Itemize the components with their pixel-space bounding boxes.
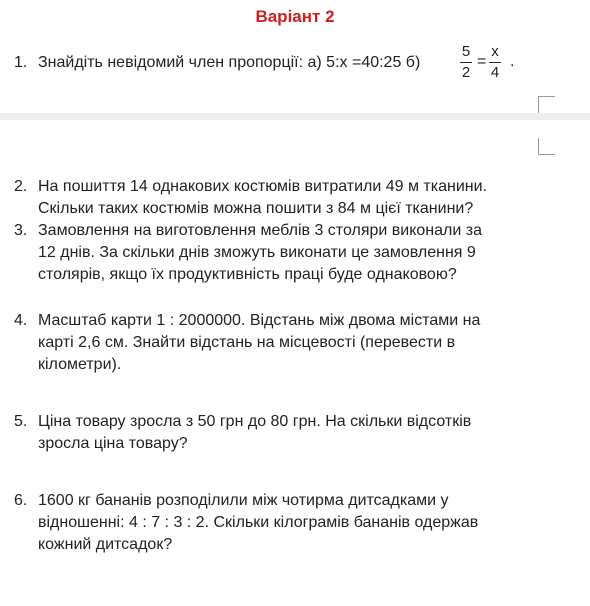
equals-sign: = [477,53,487,70]
task-number: 3. [14,222,28,239]
task-line: 1600 кг бананів розподілили між чотирма дитсадками у [38,492,449,509]
task-line: 12 днів. За скільки днів зможуть виконати це замовлення 9 [38,244,476,261]
variant-title: Варіант 2 [255,7,335,26]
task-line: Масштаб карти 1 : 2000000. Відстань між двома містами на [38,312,481,329]
task-line: Замовлення на виготовлення меблів 3 столяри виконали за [38,222,482,239]
task-1-text: Знайдіть невідомий член пропорції: а) 5:х =40:25 б) [38,54,421,71]
task-line: Ціна товару зросла з 50 грн до 80 грн. На скільки відсотків [38,413,472,430]
task-line: зросла ціна товару? [38,435,188,452]
fraction-2-bar [489,62,501,63]
task-line: карті 2,6 см. Знайти відстань на місцевості (перевести в [38,334,456,351]
task-line: відношенні: 4 : 7 : 3 : 2. Скільки кілограмів бананів одержав [38,514,479,531]
fraction-1-numerator: 5 [461,43,471,60]
page-break [0,113,590,120]
task-line: На пошиття 14 однакових костюмів витратили 49 м тканини. [38,178,487,195]
task-number: 6. [14,492,28,509]
task-line: кожний дитсадок? [38,536,173,553]
task-line: столярів, якщо їх продуктивність праці буде однаковою? [38,266,457,283]
task-number: 5. [14,413,28,430]
end-dot: . [510,53,515,70]
fraction-2-denominator: 4 [490,64,500,81]
fraction-2-numerator: х [491,43,499,60]
task-number: 1. [14,54,28,71]
task-line: кілометри). [38,356,122,373]
fraction-1-denominator: 2 [461,64,471,81]
fraction-1-bar [460,62,472,63]
task-number: 2. [14,178,28,195]
task-line: Скільки таких костюмів можна пошити з 84 м цієї тканини? [38,200,474,217]
crop-corner-bottom [538,138,555,155]
crop-corner-top [538,96,555,113]
task-number: 4. [14,312,28,329]
